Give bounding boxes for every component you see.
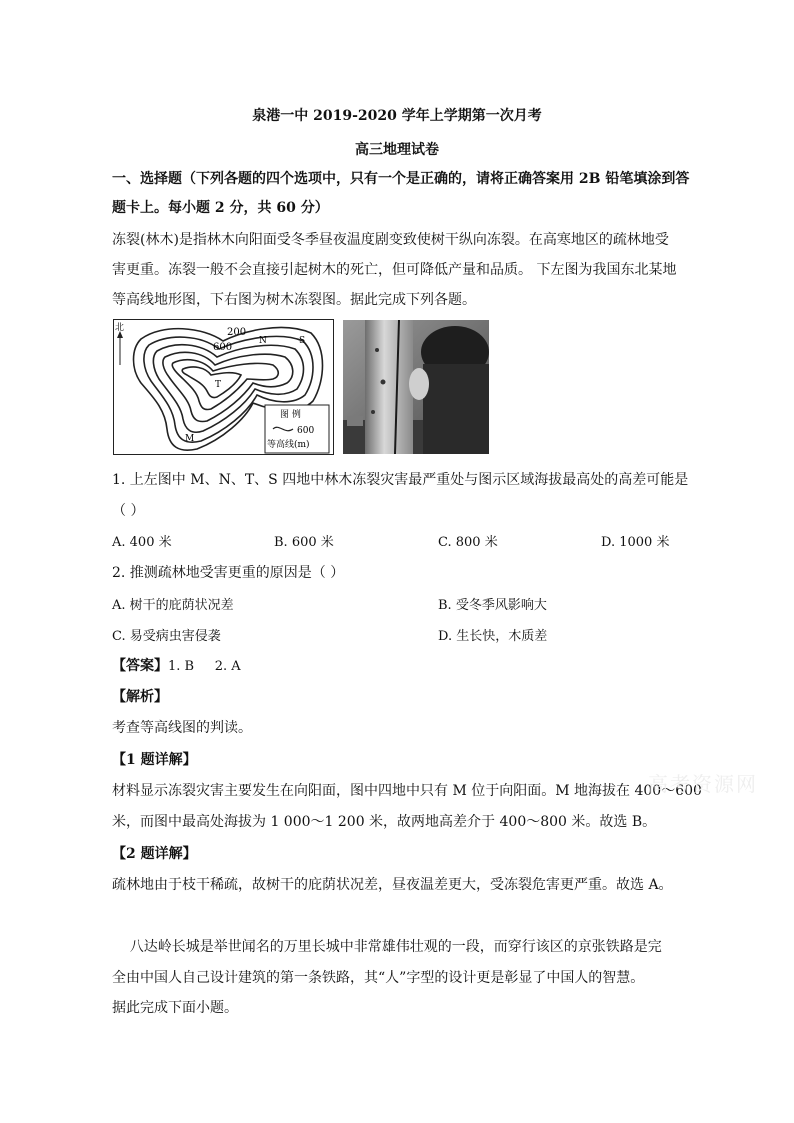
answer-row — [112, 655, 241, 675]
watermark-logo: 高考资源网 — [648, 772, 758, 796]
detail2-line1: 疏林地由于枝干稀疏，故树干的庇荫状况差，昼夜温差更大，受冻裂危害更严重。故选 A。 — [112, 877, 673, 893]
q1-option-c: C. 800 米 — [438, 535, 498, 550]
answer-values: 1. B 2. A — [168, 659, 241, 674]
answer-label: 【答案】 — [112, 658, 168, 674]
point-t-label: T — [215, 380, 222, 390]
contour-map-figure — [113, 319, 334, 455]
q2-option-b: B. 受冬季风影响大 — [438, 598, 547, 613]
contour-label-600: 600 — [213, 342, 233, 353]
passage2-line1: 八达岭长城是举世闻名的万里长城中非常雄伟壮观的一段，而穿行该区的京张铁路是完 — [112, 939, 662, 955]
legend-title: 图 例 — [280, 410, 301, 420]
q2-stem: 2. 推测疏林地受害更重的原因是（ ） — [112, 565, 345, 581]
passage2-line3: 据此完成下面小题。 — [112, 1000, 238, 1016]
passage1-line1: 冻裂(林木)是指林木向阳面受冬季昼夜温度剧变致使树干纵向冻裂。在高寒地区的疏林地受 — [112, 232, 669, 248]
passage1-line2: 害更重。冻裂一般不会直接引起树木的死亡，但可降低产量和品质。 下左图为我国东北某地 — [112, 262, 677, 278]
q1-option-b: B. 600 米 — [274, 535, 334, 550]
detail1-label: 【1 题详解】 — [112, 752, 197, 768]
exam-subtitle: 高三地理试卷 — [355, 142, 439, 158]
point-s-label: S — [299, 336, 306, 346]
contour-label-200: 200 — [227, 327, 247, 338]
legend-value: 600 — [297, 426, 315, 436]
analysis-label: 【解析】 — [112, 689, 168, 705]
q1-stem-line1: 1. 上左图中 M、N、T、S 四地中林木冻裂灾害最严重处与图示区域海拔最高处的高差可能是 — [112, 472, 689, 488]
q2-option-c: C. 易受病虫害侵袭 — [112, 629, 221, 644]
north-label: 北 — [115, 323, 125, 333]
point-n-label: N — [259, 336, 267, 346]
legend-label: 等高线(m) — [267, 440, 310, 450]
detail1-line2: 米，而图中最高处海拔为 1 000～1 200 米，故两地高差介于 400～800 米。故选 B。 — [112, 814, 657, 830]
section-heading-line1: 一、选择题（下列各题的四个选项中，只有一个是正确的，请将正确答案用 2B 铅笔填涂到答 — [112, 171, 690, 187]
section-heading-line2: 题卡上。每小题 2 分，共 60 分） — [112, 200, 329, 216]
exam-title: 泉港一中 2019-2020 学年上学期第一次月考 — [252, 108, 542, 124]
analysis-text: 考查等高线图的判读。 — [112, 720, 252, 736]
point-m-label: M — [185, 434, 195, 444]
q1-option-d: D. 1000 米 — [601, 535, 670, 550]
detail1-line1: 材料显示冻裂灾害主要发生在向阳面，图中四地中只有 M 位于向阳面。M 地海拔在 400～600 — [112, 783, 702, 799]
passage1-line3: 等高线地形图，下右图为树木冻裂图。据此完成下列各题。 — [112, 292, 476, 308]
q1-option-a: A. 400 米 — [112, 535, 172, 550]
q2-option-d: D. 生长快，木质差 — [438, 629, 548, 644]
q1-stem-line2: （ ） — [112, 503, 145, 519]
detail2-label: 【2 题详解】 — [112, 846, 197, 862]
tree-frost-crack-photo — [343, 320, 489, 454]
passage2-line2: 全由中国人自己设计建筑的第一条铁路，其“人”字型的设计更是彰显了中国人的智慧。 — [112, 970, 645, 986]
q2-option-a: A. 树干的庇荫状况差 — [112, 598, 234, 613]
